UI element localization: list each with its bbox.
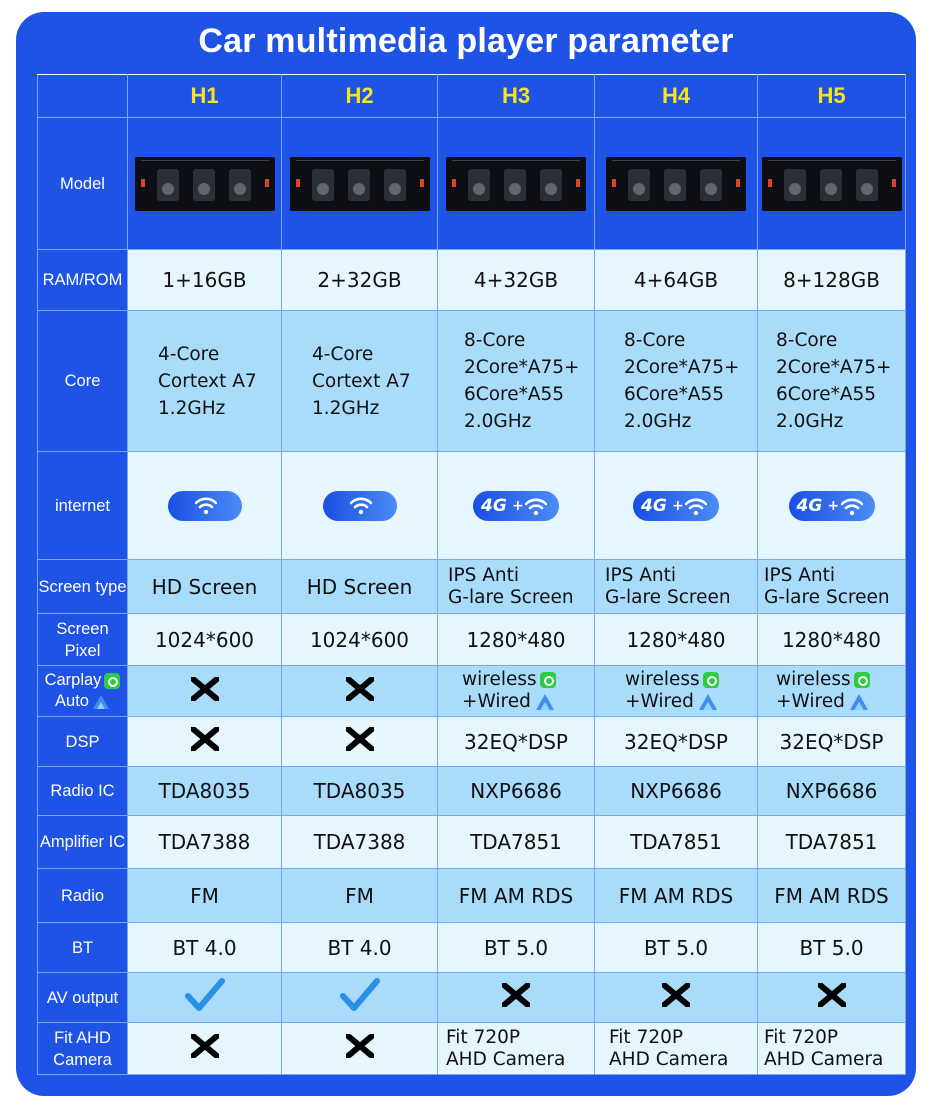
ahd-h2 [282, 1023, 438, 1075]
amp-ic-h4: TDA7851 [595, 816, 758, 869]
screen-type-h3 [438, 560, 595, 614]
row-label-carplay: Carplay Auto [38, 666, 128, 717]
core-line: 8-Core [776, 330, 838, 351]
amp-ic-h2: TDA7388 [282, 816, 438, 869]
row-label-model: Model [38, 118, 128, 250]
row-label-radio: Radio [38, 869, 128, 923]
core-line: 1.2GHz [158, 397, 226, 419]
4g-wifi-icon: 4G + [633, 491, 719, 521]
head-unit-image [135, 157, 275, 211]
header-h1: H1 [128, 75, 282, 118]
dsp-h1 [128, 717, 282, 767]
screen-type-line: IPS Anti [605, 564, 677, 586]
av-output-h4 [595, 973, 758, 1023]
dsp-h2 [282, 717, 438, 767]
row-label-dsp: DSP [38, 717, 128, 767]
screen-type-line: G-lare Screen [605, 586, 731, 608]
av-output-h1 [128, 973, 282, 1023]
header-row [38, 75, 906, 118]
ahd-h3: Fit 720P AHD Camera [438, 1023, 595, 1075]
dsp-h4: 32EQ*DSP [595, 717, 758, 767]
row-label-screen-pixel: Screen Pixel [38, 614, 128, 666]
av-output-h5 [758, 973, 906, 1023]
amp-ic-h5: TDA7851 [758, 816, 906, 869]
head-unit-image [446, 157, 586, 211]
head-unit-image [290, 157, 430, 211]
core-line: Cortext A7 [158, 370, 257, 392]
android-auto-icon [697, 693, 719, 711]
dsp-h5: 32EQ*DSP [758, 717, 906, 767]
spec-table [37, 74, 906, 1075]
core-line: 8-Core [464, 330, 526, 351]
check-icon [340, 978, 380, 1012]
core-line: 4-Core [158, 343, 220, 365]
4g-wifi-icon: 4G + [789, 491, 875, 521]
bt-h5: BT 5.0 [758, 923, 906, 973]
ram-h2: 2+32GB [282, 250, 438, 311]
x-icon [346, 677, 374, 701]
head-unit-image [606, 157, 746, 211]
core-row [38, 311, 906, 452]
ahd-h4: Fit 720P AHD Camera [595, 1023, 758, 1075]
radio-ic-row [38, 767, 906, 816]
radio-h3: FM AM RDS [438, 869, 595, 923]
radio-h2: FM [282, 869, 438, 923]
core-line: 2.0GHz [776, 411, 844, 432]
model-image-h4 [595, 118, 758, 250]
dsp-row [38, 717, 906, 767]
core-line: 8-Core [624, 330, 686, 351]
radio-ic-h3: NXP6686 [438, 767, 595, 816]
row-label-ram: RAM/ROM [38, 250, 128, 311]
radio-ic-h5: NXP6686 [758, 767, 906, 816]
row-label-radio-ic: Radio IC [38, 767, 128, 816]
row-label-ahd: Fit AHD Camera [38, 1023, 128, 1075]
x-icon [191, 727, 219, 751]
header-h4: H4 [595, 75, 758, 118]
model-image-h5 [758, 118, 906, 250]
row-label-screen-type: Screen type [38, 560, 128, 614]
screen-type-h5 [758, 560, 906, 614]
check-icon [185, 978, 225, 1012]
radio-h5: FM AM RDS [758, 869, 906, 923]
page-title: Car multimedia player parameter [198, 22, 734, 60]
header-h2: H2 [282, 75, 438, 118]
core-line: 2Core*A75+ [624, 357, 740, 378]
core-line: 2Core*A75+ [464, 357, 580, 378]
carplay-row [38, 666, 906, 717]
carplay-h1 [128, 666, 282, 717]
carplay-h4: wireless +Wired [595, 666, 758, 717]
header-h3: H3 [438, 75, 595, 118]
ahd-row [38, 1023, 906, 1075]
bt-h4: BT 5.0 [595, 923, 758, 973]
carplay-h2 [282, 666, 438, 717]
bt-h2: BT 4.0 [282, 923, 438, 973]
android-auto-icon [92, 694, 110, 710]
core-line: 2.0GHz [464, 411, 532, 432]
spec-panel [16, 12, 916, 1096]
ram-h3: 4+32GB [438, 250, 595, 311]
row-label-av-output: AV output [38, 973, 128, 1023]
core-h5 [758, 311, 906, 452]
ram-h5: 8+128GB [758, 250, 906, 311]
x-icon [818, 983, 846, 1007]
x-icon [502, 983, 530, 1007]
carplay-icon [540, 672, 556, 688]
carplay-h3: wireless +Wired [438, 666, 595, 717]
model-image-h3 [438, 118, 595, 250]
wifi-icon [168, 491, 242, 521]
ram-h4: 4+64GB [595, 250, 758, 311]
screen-type-line: G-lare Screen [448, 586, 574, 608]
carplay-icon [703, 672, 719, 688]
android-auto-icon [848, 693, 870, 711]
av-output-row [38, 973, 906, 1023]
dsp-h3: 32EQ*DSP [438, 717, 595, 767]
amp-ic-h3: TDA7851 [438, 816, 595, 869]
model-image-h1 [128, 118, 282, 250]
x-icon [191, 677, 219, 701]
carplay-icon [104, 673, 120, 689]
x-icon [346, 727, 374, 751]
core-h3 [438, 311, 595, 452]
wifi-icon [323, 491, 397, 521]
x-icon [662, 983, 690, 1007]
bt-h1: BT 4.0 [128, 923, 282, 973]
model-image-h2 [282, 118, 438, 250]
screen-type-row [38, 560, 906, 614]
screen-type-line: IPS Anti [448, 564, 520, 586]
ahd-h1 [128, 1023, 282, 1075]
core-line: 2.0GHz [624, 411, 692, 432]
header-h5: H5 [758, 75, 906, 118]
screen-type-line: IPS Anti [764, 564, 836, 586]
model-row [38, 118, 906, 250]
amp-ic-row [38, 816, 906, 869]
carplay-h5: wireless +Wired [758, 666, 906, 717]
internet-row [38, 452, 906, 560]
core-h1 [128, 311, 282, 452]
core-line: 4-Core [312, 343, 374, 365]
carplay-icon [854, 672, 870, 688]
radio-ic-h2: TDA8035 [282, 767, 438, 816]
screen-pixel-h1: 1024*600 [128, 614, 282, 666]
screen-type-line: G-lare Screen [764, 586, 890, 608]
ahd-h5: Fit 720P AHD Camera [758, 1023, 906, 1075]
screen-pixel-row [38, 614, 906, 666]
4g-wifi-icon: 4G + [473, 491, 559, 521]
screen-pixel-h3: 1280*480 [438, 614, 595, 666]
screen-type-h1: HD Screen [128, 560, 282, 614]
screen-pixel-h4: 1280*480 [595, 614, 758, 666]
screen-type-h2: HD Screen [282, 560, 438, 614]
radio-row [38, 869, 906, 923]
core-line: 1.2GHz [312, 397, 380, 419]
radio-ic-h1: TDA8035 [128, 767, 282, 816]
core-line: 2Core*A75+ [776, 357, 892, 378]
row-label-amp-ic: Amplifier IC [38, 816, 128, 869]
bt-h3: BT 5.0 [438, 923, 595, 973]
screen-pixel-h5: 1280*480 [758, 614, 906, 666]
radio-ic-h4: NXP6686 [595, 767, 758, 816]
radio-h1: FM [128, 869, 282, 923]
screen-type-h4 [595, 560, 758, 614]
head-unit-image [762, 157, 902, 211]
av-output-h3 [438, 973, 595, 1023]
core-line: 6Core*A55 [776, 384, 877, 405]
amp-ic-h1: TDA7388 [128, 816, 282, 869]
bt-row [38, 923, 906, 973]
x-icon [191, 1034, 219, 1058]
internet-h1 [128, 452, 282, 560]
header-empty [38, 75, 128, 118]
x-icon [346, 1034, 374, 1058]
core-line: 6Core*A55 [624, 384, 725, 405]
internet-h5 [758, 452, 906, 560]
android-auto-icon [534, 693, 556, 711]
screen-pixel-h2: 1024*600 [282, 614, 438, 666]
core-h2 [282, 311, 438, 452]
internet-h4 [595, 452, 758, 560]
av-output-h2 [282, 973, 438, 1023]
row-label-core: Core [38, 311, 128, 452]
row-label-bt: BT [38, 923, 128, 973]
internet-h2 [282, 452, 438, 560]
internet-h3 [438, 452, 595, 560]
core-line: Cortext A7 [312, 370, 411, 392]
row-label-internet: internet [38, 452, 128, 560]
core-line: 6Core*A55 [464, 384, 565, 405]
ram-row [38, 250, 906, 311]
ram-h1: 1+16GB [128, 250, 282, 311]
radio-h4: FM AM RDS [595, 869, 758, 923]
core-h4 [595, 311, 758, 452]
